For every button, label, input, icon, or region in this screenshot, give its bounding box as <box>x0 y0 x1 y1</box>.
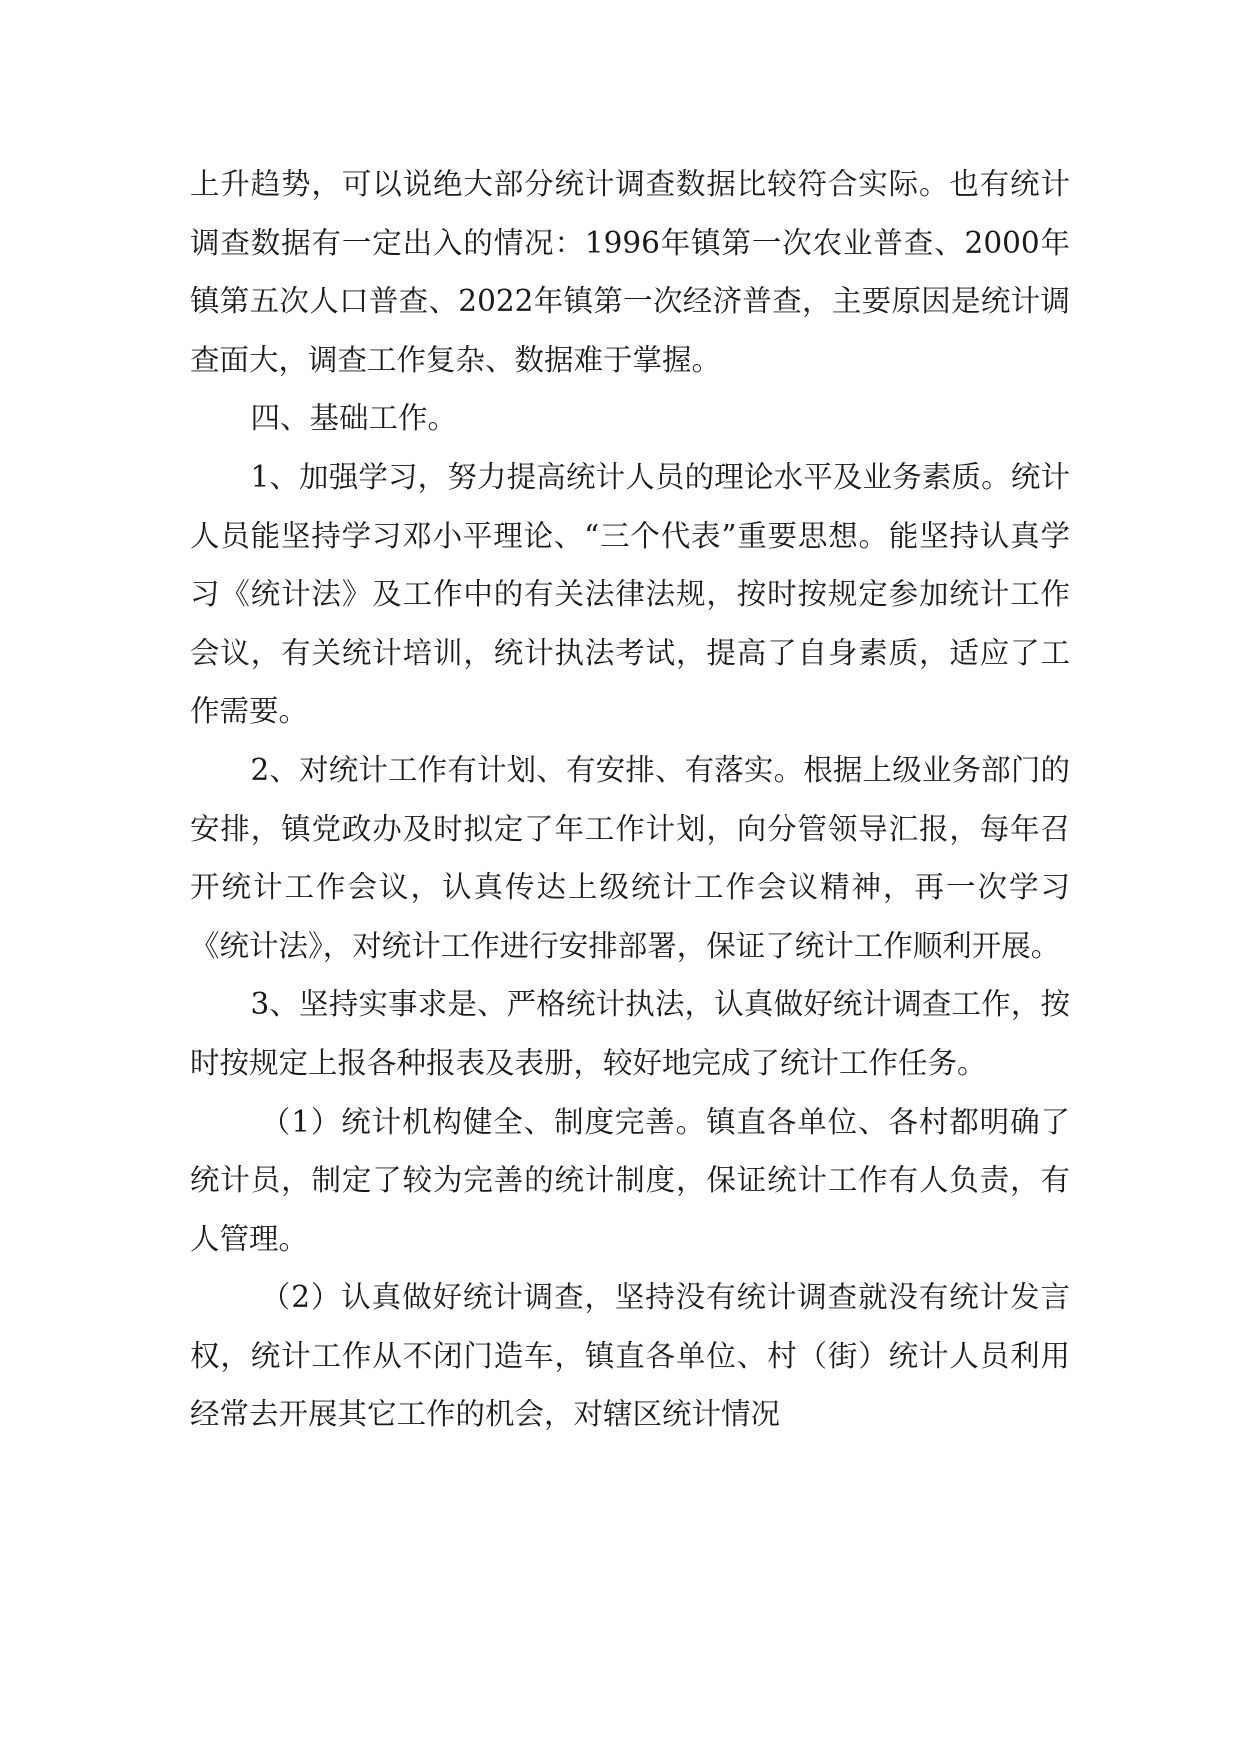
paragraph-subitem-1-institutions: （1）统计机构健全、制度完善。镇直各单位、各村都明确了统计员，制定了较为完善的统计制度，保证统计工作有人负责，有人管理。 <box>190 1104 1070 1256</box>
paragraph-item-2-planning: 2、对统计工作有计划、有安排、有落实。根据上级业务部门的安排，镇党政办及时拟定了年工作计划，向分管领导汇报，每年召开统计工作会议，认真传达上级统计工作会议精神，再一次学习《统计法》，对统计工作进行安排部署，保证了统计工作顺利开展。 <box>190 752 1070 963</box>
paragraph-item-3-enforcement: 3、坚持实事求是、严格统计执法，认真做好统计调查工作，按时按规定上报各种报表及表册，较好地完成了统计工作任务。 <box>190 987 1070 1080</box>
section-heading-basic-work: 四、基础工作。 <box>250 401 457 436</box>
paragraph-subitem-2-survey: （2）认真做好统计调查，坚持没有统计调查就没有统计发言权，统计工作从不闭门造车，镇直各单位、村（街）统计人员利用经常去开展其它工作的机会，对辖区统计情况 <box>190 1280 1070 1432</box>
document-page <box>190 155 1070 1444</box>
paragraph-item-1-study: 1、加强学习，努力提高统计人员的理论水平及业务素质。统计人员能坚持学习邓小平理论、“三个代表”重要思想。能坚持认真学习《统计法》及工作中的有关法律法规，按时按规定参加统计工作会议，有关统计培训，统计执法考试，提高了自身素质，适应了工作需要。 <box>190 459 1070 729</box>
paragraph-survey-accuracy: 上升趋势，可以说绝大部分统计调查数据比较符合实际。也有统计调查数据有一定出入的情况：1996年镇第一次农业普查、2000年镇第五次人口普查、2022年镇第一次经济普查，主要原因是统计调查面大，调查工作复杂、数据难于掌握。 <box>190 167 1070 377</box>
